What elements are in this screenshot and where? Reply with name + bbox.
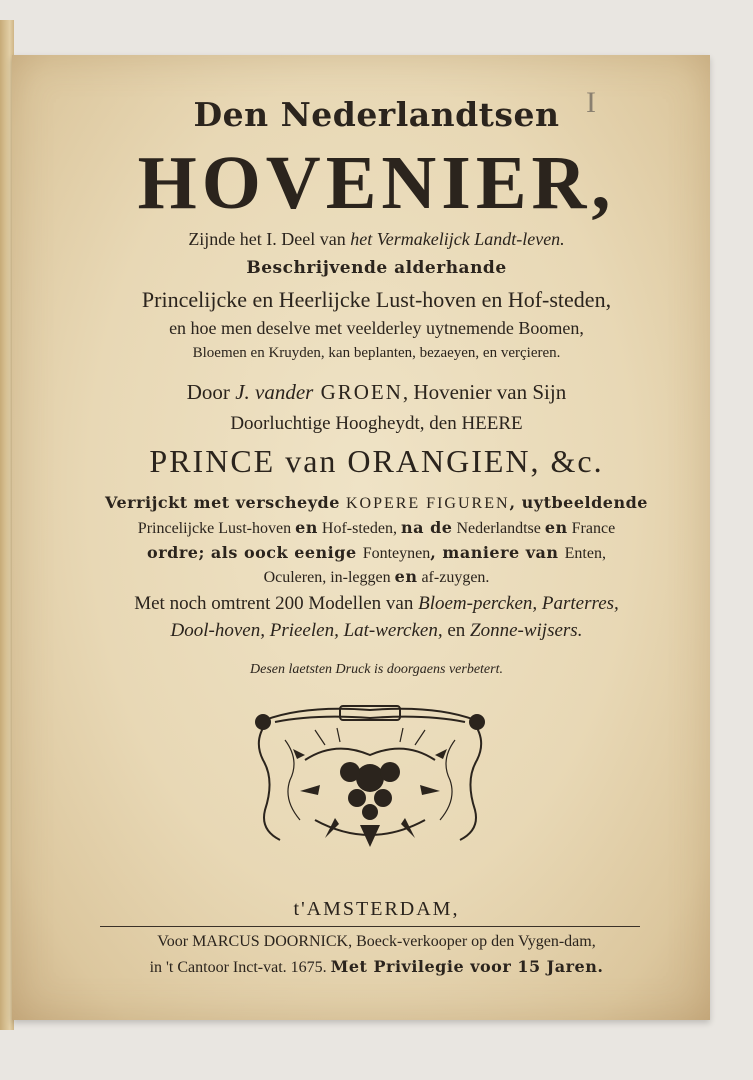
- subtitle: [0, 229, 753, 250]
- author-role: , Hovenier van Sijn: [402, 380, 567, 404]
- models1-italic: Bloem-percken, Parterres,: [418, 593, 619, 614]
- enrich3-part-c: , maniere van: [430, 543, 565, 562]
- models-line-1: [0, 593, 753, 615]
- enrich2-part-c: Hof-steden,: [317, 520, 401, 537]
- pencil-mark: I: [586, 86, 596, 119]
- enrich3-part-d: Enten,: [564, 545, 606, 562]
- imprint-rule: [100, 926, 640, 927]
- enrich2-part-f: en: [544, 518, 568, 537]
- author-door: Door: [186, 380, 236, 404]
- enrichment-line-3: [0, 543, 753, 563]
- enrich-figures: KOPERE FIGUREN: [345, 495, 510, 512]
- enrich2-part-a: Princelijcke Lust-hoven: [137, 520, 296, 537]
- models1-roman: Met noch omtrent 200 Modellen van: [134, 593, 419, 614]
- author-name-caps: GROEN: [313, 380, 403, 404]
- subtitle-italic: het Vermakelijck Landt-leven.: [350, 229, 565, 249]
- enrich2-part-e: Nederlandtse: [452, 520, 545, 537]
- enrich3-part-b: Fonteynen: [362, 545, 431, 562]
- imprint-line-2: [0, 957, 753, 977]
- title-main: HOVENIER,: [137, 141, 616, 225]
- description-line-3: Bloemen en Kruyden, kan beplanten, bezaeyen, en verçieren.: [192, 345, 561, 361]
- models-line-2: [0, 620, 753, 642]
- imprint-city: t'AMSTERDAM,: [293, 898, 460, 920]
- author-name-italic: J. vander: [235, 380, 314, 404]
- description-line-2: en hoe men deselve met veelderley uytnemende Boomen,: [169, 318, 584, 338]
- imprint-date: in 't Cantoor Inct-vat. 1675.: [149, 959, 331, 976]
- printers-ornament-woodcut: [245, 700, 495, 850]
- enrich2-part-d: na de: [401, 518, 453, 537]
- description-line-1: Princelijcke en Heerlijcke Lust-hoven en Hof-steden,: [141, 287, 612, 312]
- enrich4-part-a: Oculeren, in-leggen: [263, 569, 395, 586]
- enrichment-line-1: [0, 493, 753, 513]
- models2-italic-b: Zonne-wijsers.: [470, 620, 583, 641]
- enrichment-line-4: [0, 567, 753, 587]
- subtitle-roman: Zijnde het I. Deel van: [188, 229, 351, 249]
- author-line-2: Doorluchtige Hoogheydt, den HEERE: [230, 413, 523, 434]
- enrich-depicting: , uytbeeldende: [509, 493, 648, 512]
- enrich4-part-b: en: [394, 567, 418, 586]
- enrich-blackletter: Verrijckt met verscheyde: [105, 493, 346, 512]
- enrich2-part-b: en: [295, 518, 318, 537]
- enrich2-part-g: France: [567, 520, 616, 537]
- imprint-privilege: Met Privilegie voor 15 Jaren.: [330, 957, 604, 976]
- enrich3-part-a: ordre; als oock eenige: [147, 543, 363, 562]
- author-line-1: [0, 380, 753, 405]
- enrich4-part-c: af-zuygen.: [417, 569, 490, 586]
- imprint-line-1: Voor MARCUS DOORNICK, Boeck-verkooper op den Vygen-dam,: [157, 933, 596, 950]
- description-heading: Beschrijvende alderhande: [246, 258, 507, 278]
- models2-italic-a: Dool-hoven, Prieelen, Lat-wercken,: [170, 620, 443, 641]
- models2-roman: en: [442, 620, 471, 641]
- enrichment-line-2: [0, 518, 753, 538]
- prince-line: PRINCE van ORANGIEN, &c.: [149, 443, 604, 479]
- title-top: Den Nederlandtsen: [193, 95, 560, 134]
- edition-note: Desen laetsten Druck is doorgaens verbetert.: [250, 662, 503, 677]
